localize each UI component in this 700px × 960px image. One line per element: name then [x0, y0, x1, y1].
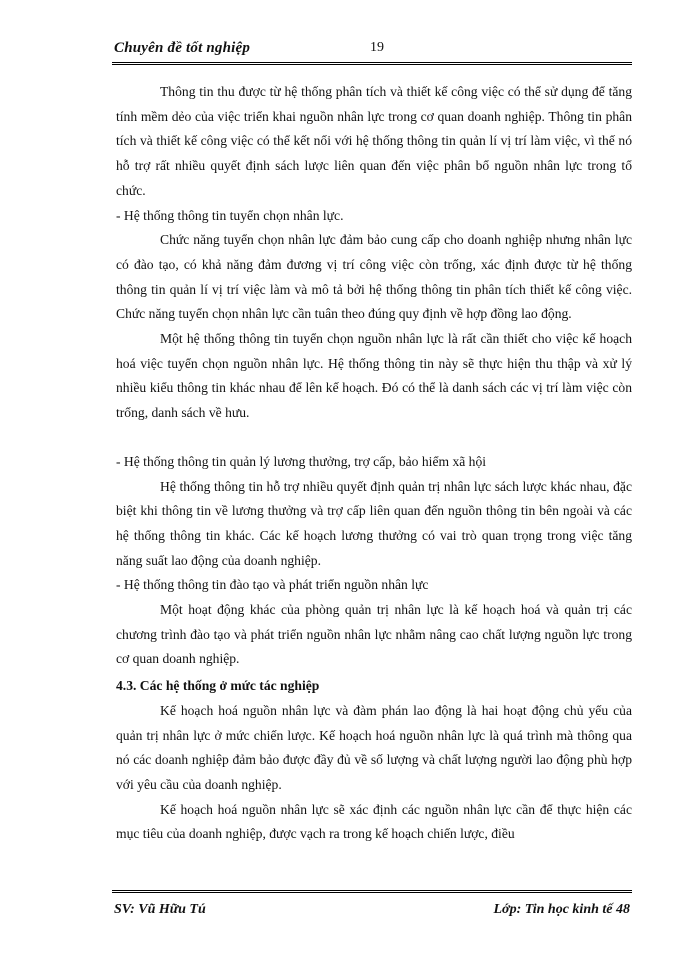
- footer-divider: [112, 890, 632, 893]
- paragraph-recruitment-function: Chức năng tuyển chọn nhân lực đảm bảo cung cấp cho doanh nghiệp nhưng nhân lực có đào tạo, có khả năng đảm đương vị trí công việc còn trống, xác định được từ hệ thống thông tin quản lí vị trí việc làm và mô tả bởi hệ thống thông tin phân tích thiết kế công việc. Chức năng tuyển chọn nhân lực cần tuân theo đúng quy định về hợp đồng lao động.: [116, 232, 632, 322]
- page-header: [112, 34, 632, 64]
- bullet-training-system: - Hệ thống thông tin đào tạo và phát triển nguồn nhân lực: [116, 577, 429, 593]
- bullet-recruitment-system: - Hệ thống thông tin tuyển chọn nhân lực.: [116, 207, 344, 223]
- paragraph-compensation: Hệ thống thông tin hỗ trợ nhiều quyết định quản trị nhân lực sách lược khác nhau, đặc biệt khi thông tin về lương thưởng và trợ cấp liên quan đến nguồn thông tin bên ngoài và các hệ thống thông tin khác. Các kế hoạch lương thưởng có vai trò quan trọng trong việc tăng năng suất lao động của doanh nghiệp.: [116, 478, 632, 568]
- paragraph-hr-planning: Kế hoạch hoá nguồn nhân lực và đàm phán lao động là hai hoạt động chủ yếu của quản trị nhân lực ở mức chiến lược. Kế hoạch hoá nguồn nhân lực là quá trình mà thông qua nó các doanh nghiệp đảm bảo được đầy đủ về số lượng và chất lượng người lao động phù hợp với yêu cầu của doanh nghiệp.: [116, 702, 632, 792]
- paragraph-hr-planning-continued: Kế hoạch hoá nguồn nhân lực sẽ xác định các nguồn nhân lực cần để thực hiện các mục tiêu của doanh nghiệp, được vạch ra trong kế hoạch chiến lược, điều: [116, 801, 632, 842]
- bullet-compensation-system: - Hệ thống thông tin quản lý lương thưởng, trợ cấp, bảo hiểm xã hội: [116, 453, 487, 469]
- paragraph-training: Một hoạt động khác của phòng quản trị nhân lực là kế hoạch hoá và quản trị các chương trình đào tạo và phát triển nguồn nhân lực nhằm nâng cao chất lượng nguồn lực trong cơ quan doanh nghiệp.: [116, 602, 632, 667]
- page-footer: [112, 890, 632, 926]
- section-heading: 4.3. Các hệ thống ở mức tác nghiệp: [116, 678, 320, 694]
- paragraph-recruitment-planning: Một hệ thống thông tin tuyển chọn nguồn nhân lực là rất cần thiết cho việc kế hoạch hoá việc tuyển chọn nguồn nhân lực. Hệ thống thông tin này sẽ thực hiện thu thập và xử lý nhiều kiểu thông tin khác nhau để lên kế hoạch. Đó có thể là danh sách các vị trí làm việc còn trống, danh sách về hưu.: [116, 331, 632, 421]
- page-body: [116, 80, 632, 847]
- header-divider: [112, 62, 632, 65]
- document-title: Chuyên đề tốt nghiệp: [114, 40, 251, 56]
- paragraph-job-analysis: Thông tin thu được từ hệ thống phân tích và thiết kế công việc có thể sử dụng để tăng tính mềm dẻo của việc triển khai nguồn nhân lực trong cơ quan doanh nghiệp. Thông tin phân tích và thiết kế công việc có thể kết nối với hệ thống thông tin quản lí vị trí làm việc, vì thế nó hỗ trợ rất nhiều quyết định sách lược liên quan đến việc phân bổ nguồn nhân lực trong tổ chức.: [116, 84, 632, 198]
- student-name: SV: Vũ Hữu Tú: [114, 902, 206, 917]
- blank-line: [116, 426, 632, 450]
- page-number: 19: [370, 40, 384, 55]
- class-name: Lớp: Tin học kinh tế 48: [493, 902, 630, 917]
